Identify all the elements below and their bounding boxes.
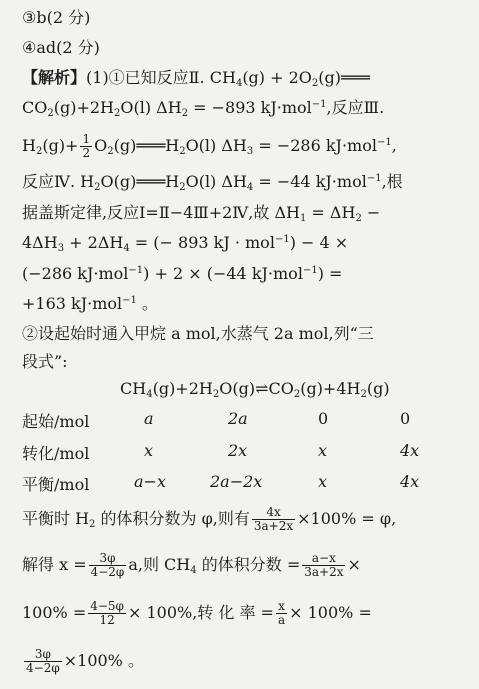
fraction-volume: $\frac{a-x}{3a+2x}$ bbox=[304, 551, 344, 579]
result-line-1: 平衡时 $H_2$ 的体积分数为 φ,则有 $\frac{4x}{3a+2x}$ ×100% = φ, bbox=[22, 505, 397, 533]
analysis-line-4: 反应Ⅳ. $H_2O(g)═══H_2O(l) \Delta H_4 = -44$ kJ·mol$^{-1}$,根 bbox=[22, 172, 403, 193]
result-line-3: 100% = $\frac{4-5\varphi}{12}$ × 100%,转 化 率 = $\frac{x}{a}$ × 100% = bbox=[22, 599, 372, 627]
fraction-conversion-result: $\frac{3\varphi}{4-2\varphi}$ bbox=[26, 647, 60, 675]
reaction-equation: $CH_4(g)+2H_2O(g)\rightleftharpoons CO_2(g)+4H_2(g)$ bbox=[120, 379, 390, 400]
fraction-half: $\frac{1}{2}$ bbox=[82, 132, 91, 160]
analysis-line-6: $4\Delta H_3 + 2\Delta H_4$ = (− 893 kJ · mol$^{-1}$) − 4 × bbox=[22, 233, 349, 254]
analysis-line-8: +163 kJ·mol$^{-1}$ 。 bbox=[22, 294, 158, 313]
answer-line-4: ④ad(2 分) bbox=[22, 38, 100, 57]
table-row: 起始/mol a 2a 0 0 bbox=[22, 409, 411, 431]
result-line-4: $\frac{3\varphi}{4-2\varphi}$ ×100% 。 bbox=[26, 647, 144, 675]
answer-line-3: ③b(2 分) bbox=[22, 8, 91, 27]
analysis-line-3: $H_2(g)+$ $\frac{1}{2}$ $O_2(g)═══H_2O(l) \Delta H_3 = -286$ kJ·mol$^{-1}$, bbox=[22, 132, 397, 160]
fraction-volume-result: $\frac{4-5\varphi}{12}$ bbox=[90, 599, 124, 627]
analysis-line-10: 段式”: bbox=[22, 352, 68, 371]
fraction-4x: $\frac{4x}{3a+2x}$ bbox=[253, 505, 294, 533]
analysis-line-7: (−286 kJ·mol$^{-1}$) + 2 × (−44 kJ·mol$^{-1}$) = bbox=[22, 264, 343, 283]
analysis-line-2: $CO_2(g)+2H_2O(l) \Delta H_2 = -893$ kJ·mol$^{-1}$,反应Ⅲ. bbox=[22, 98, 385, 119]
table-row: 转化/mol x 2x x 4x bbox=[22, 441, 420, 463]
result-line-2: 解得 x = $\frac{3\varphi}{4-2\varphi}$ a,则 $CH_4$ 的体积分数 = $\frac{a-x}{3a+2x}$ × bbox=[22, 551, 361, 579]
fraction-x: $\frac{3\varphi}{4-2\varphi}$ bbox=[90, 551, 125, 579]
analysis-line-9: ②设起始时通入甲烷 a mol,水蒸气 2a mol,列“三 bbox=[22, 324, 374, 343]
fraction-conversion: $\frac{x}{a}$ bbox=[277, 599, 286, 627]
analysis-line-5: 据盖斯定律,反应Ⅰ=Ⅱ−4Ⅲ+2Ⅳ,故 $\Delta H_1 = \Delta H_2$ − bbox=[22, 203, 381, 224]
analysis-line-1: 【解析】(1)①已知反应Ⅱ. $CH_4(g)$ + $2O_2(g)═══$ bbox=[22, 68, 370, 89]
table-row: 平衡/mol a−x 2a−2x x 4x bbox=[22, 472, 420, 494]
analysis-tag: 【解析】 bbox=[22, 68, 87, 87]
